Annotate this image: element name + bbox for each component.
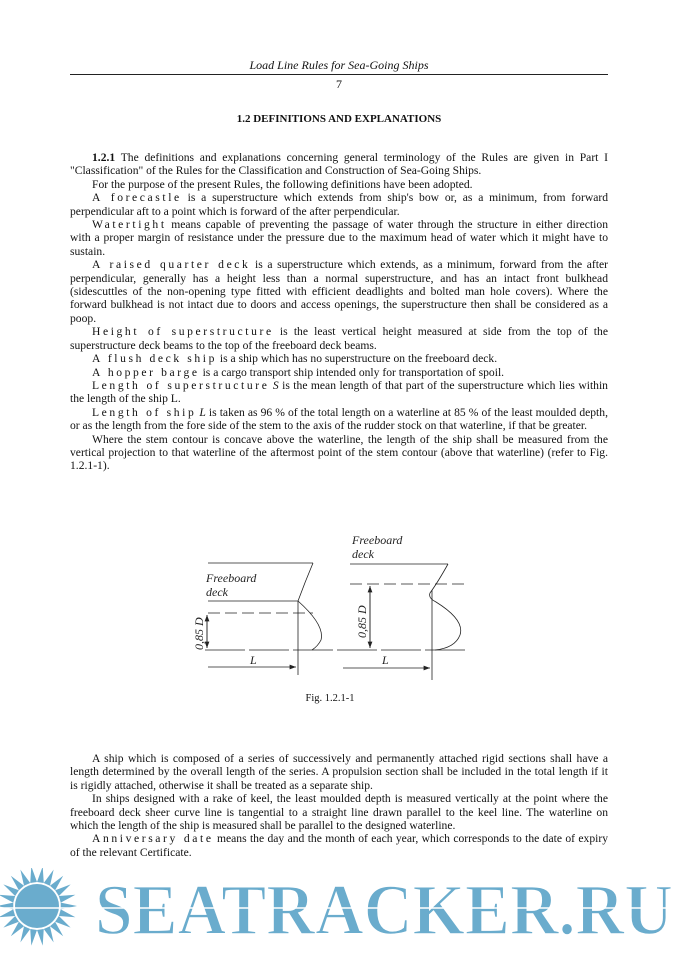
paragraph-text: is a cargo transport ship intended only for transportation of spoil. — [199, 365, 505, 379]
defined-term: Length of ship — [92, 405, 197, 419]
running-header: Load Line Rules for Sea-Going Ships — [249, 58, 429, 72]
page-number: 7 — [336, 77, 342, 91]
body-text-top — [70, 151, 608, 473]
term-symbol: L — [199, 405, 206, 419]
paragraph — [70, 258, 608, 325]
defined-term: Length of superstructure — [92, 378, 270, 392]
figure-caption: Fig. 1.2.1-1 — [305, 693, 355, 704]
fig-label-freeboard-right: Freeboard — [352, 533, 403, 547]
paragraph — [70, 352, 608, 365]
paragraph-text: is the least vertical height measured at side from the top of the superstructure deck beams to the top of the freeboard deck beams. — [70, 325, 608, 352]
defined-term: A hopper barge — [92, 365, 200, 379]
term-symbol: S — [272, 378, 279, 392]
defined-term: Watertight — [92, 218, 167, 232]
paragraph — [70, 218, 608, 258]
fig-label-depth-left: 0,85 D — [192, 617, 206, 650]
paragraph-text: is a ship which has no superstructure on the freeboard deck. — [217, 352, 498, 366]
fig-label-depth-right: 0,85 D — [355, 605, 369, 638]
watermark-text: SEATRACKER.RU — [95, 870, 673, 948]
paragraph-text: In ships designed with a rake of keel, the least moulded depth is measured vertically at the point where the freeboard deck sheer curve line is tangential to a straight line drawn parallel to the keel line. The waterline on which the length of the ship is measured shall be parallel to the designed waterline. — [70, 792, 608, 833]
paragraph-text: is the mean length of that part of the superstructure which lies within the length of the ship L. — [70, 378, 608, 406]
figure-length-diagram — [180, 530, 480, 690]
defined-term: A forecastle — [92, 191, 182, 205]
body-text-bottom — [70, 752, 608, 859]
paragraph — [70, 406, 608, 433]
fig-label-deck-left: deck — [206, 585, 228, 599]
paragraph — [70, 752, 608, 792]
header-rule — [70, 74, 608, 75]
fig-label-length-left: L — [250, 653, 257, 667]
paragraph — [70, 366, 608, 379]
paragraph-text: The definitions and explanations concerning general terminology of the Rules are given in Part I "Classification" of the Rules for the Classification and Construction of Sea-Going Ships. — [70, 151, 608, 178]
section-heading: 1.2 DEFINITIONS AND EXPLANATIONS — [236, 113, 442, 125]
paragraph — [70, 792, 608, 832]
paragraph-text: is taken as 96 % of the total length on a waterline at 85 % of the least moulded depth, or as the length from the fore side of the stem to the axis of the rudder stock on that waterline, if that be greater. — [70, 405, 608, 433]
paragraph — [70, 325, 608, 352]
fig-label-freeboard-left: Freeboard — [206, 571, 257, 585]
defined-term: Anniversary date — [92, 832, 214, 846]
paragraph — [70, 178, 608, 191]
paragraph-text: is a superstructure which extends from ship's bow or, as a minimum, from forward perpendicular aft to a point which is forward of the after perpendicular. — [70, 191, 608, 218]
paragraph-text: For the purpose of the present Rules, the following definitions have been adopted. — [92, 177, 473, 191]
fig-label-deck-right: deck — [352, 547, 374, 561]
defined-term: A raised quarter deck — [92, 258, 251, 272]
paragraph-text: A ship which is composed of a series of successively and permanently attached rigid sections shall have a length determined by the overall length of the series. A propulsion section shall be included in the total length if it is rigidly attached, otherwise it shall be treated as a separate ship. — [70, 752, 608, 792]
clause-number: 1.2.1 — [92, 151, 116, 164]
paragraph-text: means the day and the month of each year, which corresponds to the date of expiry of the relevant Certificate. — [70, 832, 608, 859]
fig-label-length-right: L — [382, 653, 389, 667]
paragraph — [70, 379, 608, 406]
paragraph-text: means capable of preventing the passage of water through the structure in either direction with a proper margin of resistance under the pressure due to the maximum head of water which it might have to sustain. — [70, 218, 608, 258]
seatracker-watermark-logo — [0, 868, 678, 948]
paragraph — [70, 433, 608, 473]
paragraph-text: Where the stem contour is concave above the waterline, the length of the ship shall be measured from the vertical projection to that waterline of the aftermost point of the stem contour (above that waterline) (refer to Fig. 1.2.1-1). — [70, 432, 608, 473]
paragraph — [70, 832, 608, 859]
sun-icon — [0, 868, 77, 946]
defined-term: A flush deck ship — [92, 352, 218, 366]
paragraph-text: is a superstructure which extends, as a minimum, forward from the after perpendicular, generally has a height less than a normal superstructure, and has an intact front bulkhead (sidescuttles of the non-opening type fitted with efficient deadlights and bolted man hole covers). Where the forward bulkhead is not intact due to doors and access openings, the superstructure then shall be considered as a poop. — [70, 258, 608, 325]
defined-term: Height of superstructure — [92, 325, 274, 339]
paragraph — [70, 151, 608, 178]
paragraph — [70, 191, 608, 218]
